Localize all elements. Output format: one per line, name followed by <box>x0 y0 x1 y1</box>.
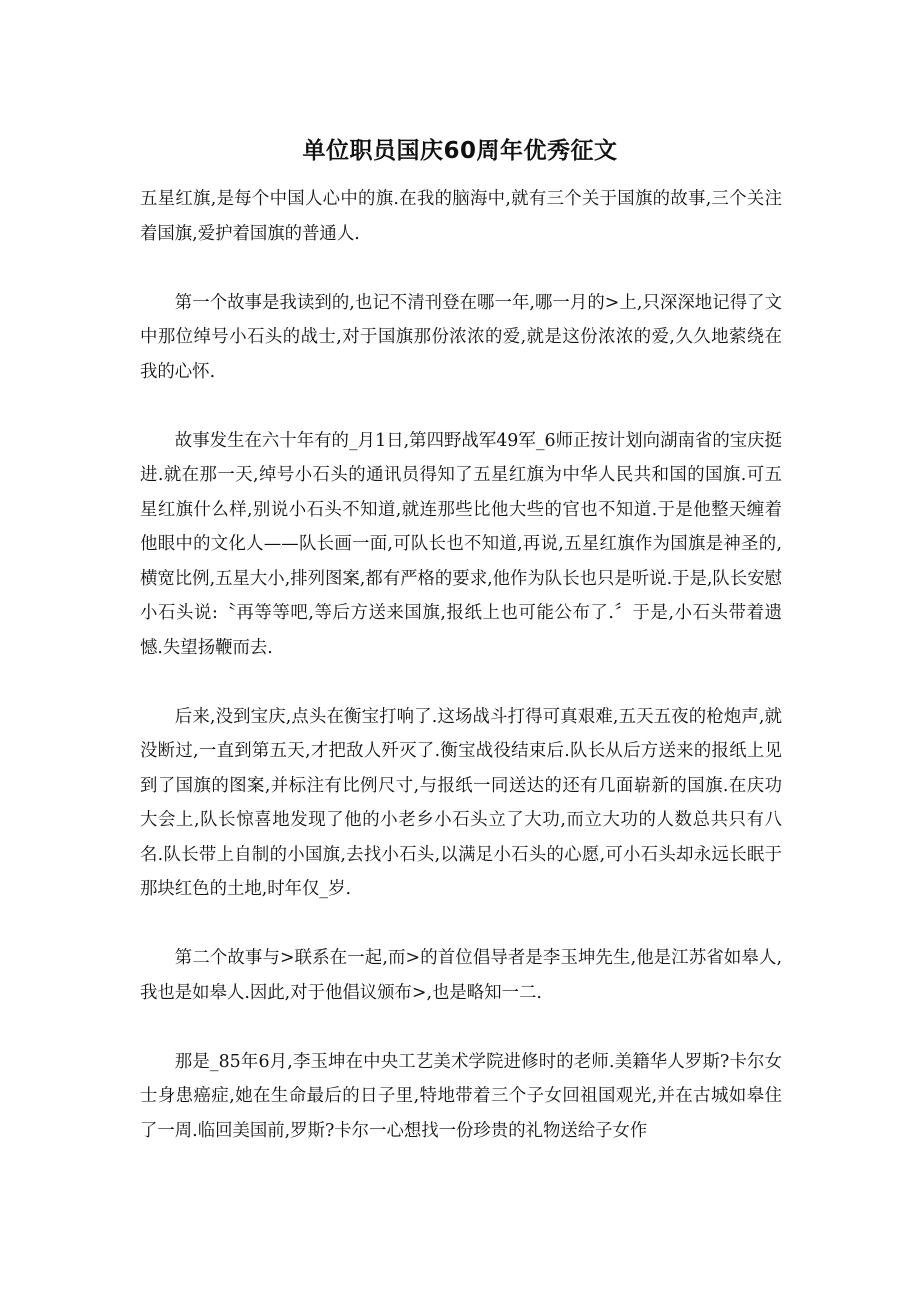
paragraph-spacer <box>140 389 782 424</box>
paragraph-story-two-intro: 第二个故事与>联系在一起,而>的首位倡导者是李玉坤先生,他是江苏省如皋人,我也是如皋人.因此,对于他倡议颁布>,也是略知一二. <box>140 948 782 1003</box>
paragraph-story-two-body: 那是_85年6月,李玉坤在中央工艺美术学院进修时的老师.美籍华人罗斯?卡尔女士身患癌症,她在生命最后的日子里,特地带着三个子女回祖国观光,并在古城如皋住了一周.临回美国前,罗斯?卡尔一心想找一份珍贵的礼物送给子女作 <box>140 1051 782 1141</box>
paragraph-spacer <box>140 1010 782 1045</box>
document-title: 单位职员国庆60周年优秀征文 <box>302 138 618 164</box>
paragraph-spacer <box>140 665 782 700</box>
document-body <box>140 182 782 1148</box>
paragraph-spacer <box>140 251 782 286</box>
paragraph-spacer <box>140 907 782 942</box>
paragraph-story-one-intro: 第一个故事是我读到的,也记不清刊登在哪一年,哪一月的>上,只深深地记得了文中那位绰号小石头的战士,对于国旗那份浓浓的爱,就是这份浓浓的爱,久久地萦绕在我的心怀. <box>140 292 782 382</box>
paragraph-intro: 五星红旗,是每个中国人心中的旗.在我的脑海中,就有三个关于国旗的故事,三个关注着国旗,爱护着国旗的普通人. <box>140 189 782 244</box>
paragraph-story-one-ending: 后来,没到宝庆,点头在衡宝打响了.这场战斗打得可真艰难,五天五夜的枪炮声,就没断过,一直到第五天,才把敌人歼灭了.衡宝战役结束后.队长从后方送来的报纸上见到了国旗的图案,并标注有比例尺寸,与报纸一同送达的还有几面崭新的国旗.在庆功大会上,队长惊喜地发现了他的小老乡小石头立了大功,而立大功的人数总共只有八名.队长带上自制的小国旗,去找小石头,以满足小石头的心愿,可小石头却永远长眠于那块红色的土地,时年仅_岁. <box>140 706 782 899</box>
paragraph-story-one-body: 故事发生在六十年有的_月1日,第四野战军49军_6师正按计划向湖南省的宝庆挺进.就在那一天,绰号小石头的通讯员得知了五星红旗为中华人民共和国的国旗.可五星红旗什么样,别说小石头不知道,就连那些比他大些的官也不知道.于是他整天缠着他眼中的文化人——队长画一面,可队长也不知道,再说,五星红旗作为国旗是神圣的,横宽比例,五星大小,排列图案,都有严格的要求,他作为队长也只是听说.于是,队长安慰小石头说:〝再等等吧,等后方送来国旗,报纸上也可能公布了.〞于是,小石头带着遗憾.失望扬鞭而去. <box>140 430 782 658</box>
